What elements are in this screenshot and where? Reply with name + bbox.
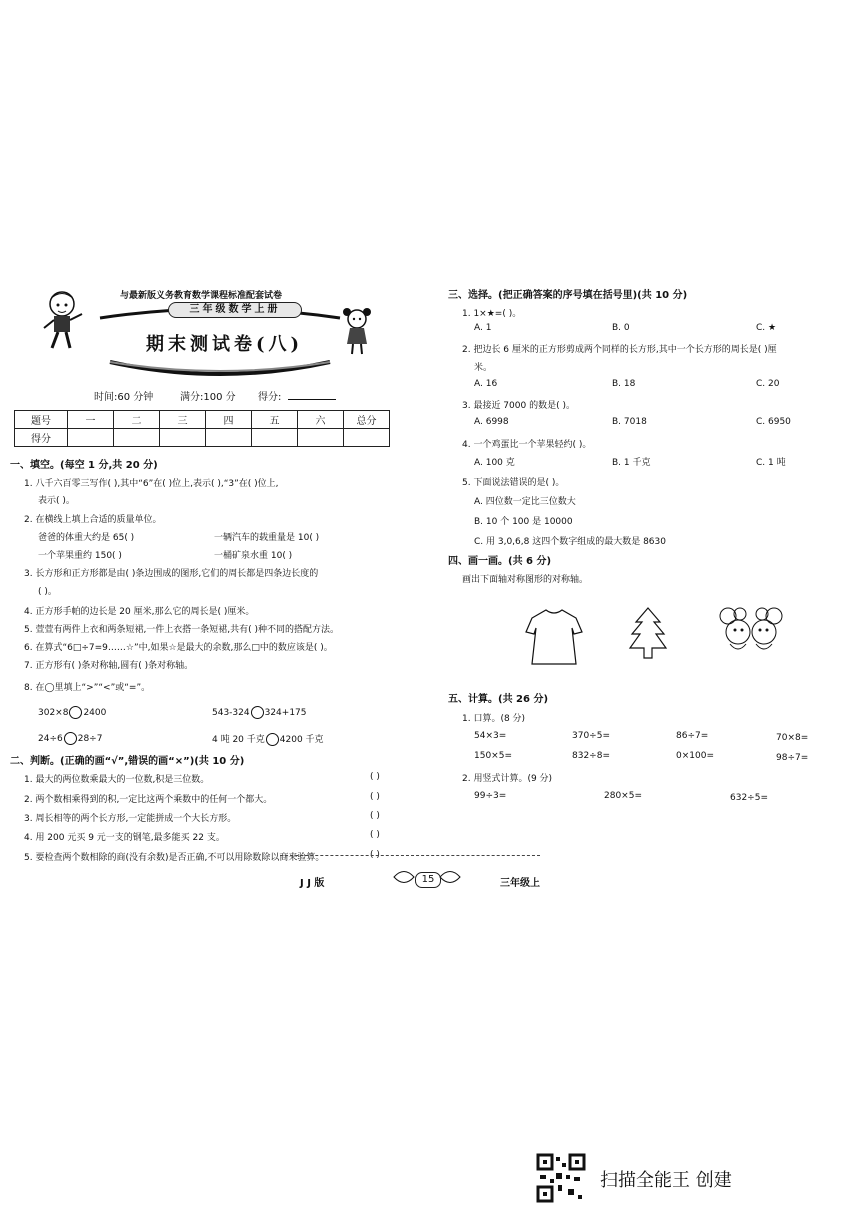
table-cell: 四 (206, 411, 252, 429)
compare-right: 2400 (83, 708, 107, 718)
question-5: 5. 萱萱有两件上衣和两条短裙,一件上衣搭一条短裙,共有( )种不同的搭配方法。 (24, 625, 340, 635)
table-cell[interactable] (114, 429, 160, 447)
mice-figure-icon[interactable] (718, 606, 784, 656)
table-cell[interactable] (344, 429, 390, 447)
table-cell[interactable] (206, 429, 252, 447)
page-number: 15 (415, 872, 441, 888)
table-cell: 二 (114, 411, 160, 429)
compare-circle[interactable] (266, 733, 279, 746)
question-3a: 3. 长方形和正方形都是由( )条边围成的图形,它们的周长都是四条边长度的 (24, 569, 319, 579)
footer-divider (280, 855, 540, 856)
compare-circle[interactable] (251, 706, 264, 719)
choice-option[interactable]: A. 1 (474, 323, 492, 333)
question-1a: 1. 八千六百零三写作( ),其中“6”在( )位上,表示( ),“3”在( )位上, (24, 479, 279, 489)
compare-left: 302×8 (38, 708, 69, 718)
compare-right: 324+175 (264, 708, 307, 718)
table-cell: 一 (68, 411, 114, 429)
page-title: 期末测试卷(八) (146, 334, 304, 355)
choice-question-4: 4. 一个鸡蛋比一个苹果轻约( )。 (462, 440, 592, 450)
choice-option[interactable]: C. 6950 (756, 417, 791, 427)
calc-item: 98÷7= (776, 753, 809, 763)
question-6: 6. 在算式“6□÷7=9……☆”中,如果☆是最大的余数,那么□中的数应该是( )。 (24, 643, 333, 653)
choice-option[interactable]: C. 用 3,0,6,8 这四个数字组成的最大数是 8630 (474, 537, 666, 547)
answer-paren[interactable]: ( ) (370, 830, 380, 840)
judge-item: 1. 最大的两位数乘最大的一位数,积是三位数。 (24, 775, 210, 785)
choice-option[interactable]: B. 10 个 100 是 10000 (474, 517, 573, 527)
tree-figure-icon[interactable] (628, 606, 668, 660)
compare-item (38, 706, 106, 719)
choice-question-1: 1. 1×★=( )。 (462, 309, 522, 319)
question-4: 4. 正方形手帕的边长是 20 厘米,那么它的周长是( )厘米。 (24, 607, 255, 617)
choice-question-3: 3. 最接近 7000 的数是( )。 (462, 401, 575, 411)
compare-circle[interactable] (64, 732, 77, 745)
question-2b: 一辆汽车的载重量是 10( ) (214, 533, 320, 543)
oral-calc-label: 1. 口算。(8 分) (462, 714, 526, 724)
footer-edition: J J 版 (300, 878, 325, 889)
answer-paren[interactable]: ( ) (370, 772, 380, 782)
watermark-text: 扫描全能王 创建 (600, 1170, 732, 1191)
calc-item: 370÷5= (572, 731, 610, 741)
score-blank (288, 399, 336, 400)
score-table (14, 410, 390, 447)
choice-option[interactable]: A. 6998 (474, 417, 509, 427)
table-cell[interactable] (252, 429, 298, 447)
calc-item: 54×3= (474, 731, 507, 741)
answer-paren[interactable]: ( ) (370, 811, 380, 821)
dress-figure-icon[interactable] (524, 608, 584, 666)
compare-left: 4 吨 20 千克 (212, 735, 265, 745)
compare-item (212, 706, 307, 719)
choice-option[interactable]: A. 四位数一定比三位数大 (474, 497, 576, 507)
calc-item: 70×8= (776, 733, 809, 743)
judge-item: 5. 要检查两个数相除的商(没有余数)是否正确,不可以用除数除以商来验算。 (24, 853, 325, 863)
calc-item: 280×5= (604, 791, 642, 801)
score-info: 得分: (258, 392, 282, 403)
time-info: 时间:60 分钟 (94, 392, 154, 403)
question-8: 8. 在◯里填上“>”“<”或“=”。 (24, 683, 151, 693)
compare-item (212, 732, 324, 746)
full-score-info: 满分:100 分 (180, 392, 236, 403)
table-row (15, 411, 390, 429)
compare-circle[interactable] (69, 706, 82, 719)
choice-option[interactable]: B. 7018 (612, 417, 647, 427)
table-cell: 题号 (15, 411, 68, 429)
question-1b: 表示( )。 (38, 496, 75, 506)
table-cell: 五 (252, 411, 298, 429)
judge-item: 2. 两个数相乘得到的积,一定比这两个乘数中的任何一个都大。 (24, 795, 273, 805)
table-cell[interactable] (160, 429, 206, 447)
choice-option[interactable]: B. 0 (612, 323, 630, 333)
vertical-calc-label: 2. 用竖式计算。(9 分) (462, 774, 553, 784)
table-cell: 三 (160, 411, 206, 429)
calc-item: 0×100= (676, 751, 714, 761)
table-cell: 六 (298, 411, 344, 429)
question-3b: ( )。 (38, 587, 57, 597)
boy-cartoon-illustration (36, 288, 86, 354)
table-cell: 总分 (344, 411, 390, 429)
choice-option[interactable]: A. 100 克 (474, 458, 515, 468)
compare-right: 4200 千克 (279, 735, 324, 745)
choice-option[interactable]: A. 16 (474, 379, 498, 389)
compare-item (38, 732, 102, 745)
calc-item: 86÷7= (676, 731, 709, 741)
question-7: 7. 正方形有( )条对称轴,圆有( )条对称轴。 (24, 661, 194, 671)
judge-item: 3. 周长相等的两个长方形,一定能拼成一个大长方形。 (24, 814, 237, 824)
choice-question-2b: 米。 (474, 363, 493, 373)
qr-code-icon (536, 1153, 586, 1203)
table-row (15, 429, 390, 447)
choice-option[interactable]: C. ★ (756, 323, 777, 333)
footer-grade: 三年级上 (500, 878, 540, 889)
choice-option[interactable]: C. 1 吨 (756, 458, 786, 468)
choice-option[interactable]: C. 20 (756, 379, 780, 389)
choice-option[interactable]: B. 18 (612, 379, 636, 389)
judge-item: 4. 用 200 元买 9 元一支的钢笔,最多能买 22 支。 (24, 833, 225, 843)
section3-heading: 三、选择。(把正确答案的序号填在括号里)(共 10 分) (448, 290, 688, 301)
section4-heading: 四、画一画。(共 6 分) (448, 556, 552, 567)
question-2a: 爸爸的体重大约是 65( ) (38, 533, 135, 543)
compare-left: 543-324 (212, 708, 250, 718)
table-cell[interactable] (68, 429, 114, 447)
grade-banner: 三年级数学上册 (168, 302, 302, 318)
question-2c: 一个苹果重约 150( ) (38, 551, 122, 561)
section5-heading: 五、计算。(共 26 分) (448, 694, 549, 705)
question-2d: 一桶矿泉水重 10( ) (214, 551, 293, 561)
table-cell[interactable] (298, 429, 344, 447)
header-subtitle: 与最新版义务教育数学课程标准配套试卷 (120, 291, 283, 301)
calc-item: 150×5= (474, 751, 512, 761)
section1-heading: 一、填空。(每空 1 分,共 20 分) (10, 460, 158, 471)
compare-right: 28÷7 (77, 734, 103, 744)
calc-item: 832÷8= (572, 751, 610, 761)
question-2: 2. 在横线上填上合适的质量单位。 (24, 515, 162, 525)
calc-item: 632÷5= (730, 793, 768, 803)
section2-heading: 二、判断。(正确的画“√”,错误的画“×”)(共 10 分) (10, 756, 245, 767)
section4-instruction: 画出下面轴对称图形的对称轴。 (462, 575, 589, 585)
choice-option[interactable]: B. 1 千克 (612, 458, 651, 468)
choice-question-2a: 2. 把边长 6 厘米的正方形剪成两个同样的长方形,其中一个长方形的周长是( )厘 (462, 345, 777, 355)
calc-item: 99÷3= (474, 791, 507, 801)
answer-paren[interactable]: ( ) (370, 850, 380, 860)
answer-paren[interactable]: ( ) (370, 792, 380, 802)
table-cell: 得分 (15, 429, 68, 447)
compare-left: 24÷6 (38, 734, 63, 744)
choice-question-5: 5. 下面说法错误的是( )。 (462, 478, 565, 488)
